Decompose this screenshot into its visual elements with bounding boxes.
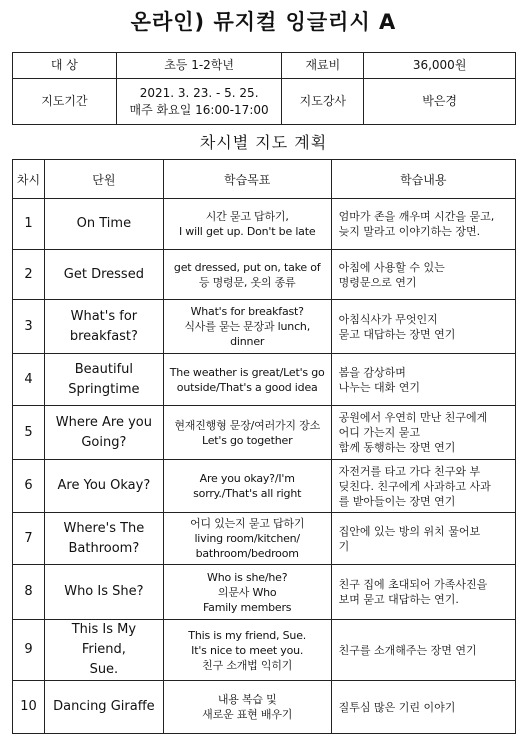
unit-name xyxy=(44,460,163,513)
learning-goal-line: Let's go together xyxy=(201,433,293,447)
learning-goal xyxy=(163,354,331,406)
learning-content xyxy=(331,250,515,300)
learning-content xyxy=(331,681,515,734)
learning-goal-line: Are you okay?/I'm xyxy=(199,472,295,485)
info-table xyxy=(12,52,516,125)
table-row xyxy=(13,406,516,460)
teacher-value: 박은경 xyxy=(364,79,516,125)
learning-goal xyxy=(163,681,331,734)
unit-name-line: Sue. xyxy=(89,662,119,677)
table-row xyxy=(13,199,516,250)
learning-goal xyxy=(163,250,331,300)
learning-goal xyxy=(163,406,331,460)
unit-name xyxy=(44,354,163,406)
learning-content-line: 아침식사가 무엇인지 xyxy=(338,312,438,326)
learning-content-line: 집안에 있는 방의 위치 물어보 xyxy=(338,524,481,538)
learning-content xyxy=(331,513,515,565)
fee-label: 재료비 xyxy=(282,53,364,79)
learning-content xyxy=(331,406,515,460)
learning-content-line: 명령문으로 연기 xyxy=(338,275,417,289)
session-number: 6 xyxy=(13,460,45,513)
learning-content xyxy=(331,620,515,681)
learning-goal-line: What's for breakfast? xyxy=(190,305,304,318)
header-goal: 학습목표 xyxy=(163,160,331,199)
unit-name-line: Springtime xyxy=(68,381,140,397)
learning-goal-line: 어디 있는지 묻고 답하기 xyxy=(190,517,305,530)
period-schedule: 매주 화요일 16:00-17:00 xyxy=(129,102,269,117)
learning-goal-line: living room/kitchen/ xyxy=(194,532,300,545)
learning-content-line: 함께 동행하는 장면 연기 xyxy=(338,441,456,454)
learning-goal-line: 새로운 표현 배우기 xyxy=(202,708,293,721)
session-number: 9 xyxy=(13,620,45,681)
unit-name-line: breakfast? xyxy=(69,328,138,344)
learning-content-line: 보며 묻고 대답하는 연기. xyxy=(338,593,459,606)
session-number: 7 xyxy=(13,513,45,565)
table-row xyxy=(13,565,516,620)
learning-content xyxy=(331,565,515,620)
learning-content-line: 딪친다. 친구에게 사과하고 사과 xyxy=(338,479,491,493)
unit-name xyxy=(44,513,163,565)
learning-goal-line: Family members xyxy=(203,600,292,614)
learning-content xyxy=(331,354,515,406)
section-title: 차시별 지도 계획 xyxy=(199,133,328,152)
learning-goal-line: The weather is great/Let's go xyxy=(169,365,325,379)
unit-name-line: Beautiful xyxy=(74,361,133,377)
unit-name xyxy=(44,565,163,620)
session-number: 1 xyxy=(13,199,45,250)
learning-content-line: 어디 가는지 묻고 xyxy=(338,426,420,439)
learning-goal xyxy=(163,300,331,354)
period-label: 지도기간 xyxy=(13,79,117,125)
learning-content-line: 공원에서 우연히 만난 친구에게 xyxy=(338,411,488,424)
teacher-label: 지도강사 xyxy=(282,79,364,125)
unit-name xyxy=(44,406,163,460)
learning-goal-line: 식사를 묻는 문장과 lunch, dinner xyxy=(184,320,310,348)
table-row xyxy=(13,250,516,300)
learning-goal-line: 의문사 Who xyxy=(217,585,277,599)
learning-content-line: 봄을 감상하며 xyxy=(338,365,406,379)
learning-goal-line: Who is she/he? xyxy=(207,570,288,584)
learning-goal-line: sorry./That's all right xyxy=(193,487,302,500)
session-number: 3 xyxy=(13,300,45,354)
learning-goal-line: bathroom/bedroom xyxy=(195,547,299,560)
table-row xyxy=(13,620,516,681)
learning-content-line: 친구를 소개해주는 장면 연기 xyxy=(338,643,477,657)
unit-name-line: Where Are you xyxy=(55,414,152,430)
table-row xyxy=(13,354,516,406)
document-title: 온라인) 뮤지컬 잉글리시 A xyxy=(130,10,397,34)
table-row xyxy=(13,460,516,513)
header-content: 학습내용 xyxy=(331,160,515,199)
learning-content-line: 질투심 많은 기린 이야기 xyxy=(338,700,456,714)
session-number: 2 xyxy=(13,250,45,300)
learning-goal-line: get dressed, put on, take of xyxy=(173,260,321,274)
header-session: 차시 xyxy=(13,160,45,199)
period-dates: 2021. 3. 23. - 5. 25. xyxy=(139,85,259,100)
learning-goal xyxy=(163,460,331,513)
fee-value: 36,000원 xyxy=(364,53,516,79)
unit-name-line: Going? xyxy=(81,434,127,450)
learning-goal-line: 내용 복습 및 xyxy=(217,693,277,706)
learning-content-line: 를 받아들이는 장면 연기 xyxy=(338,494,456,508)
unit-name-line: Who Is She? xyxy=(64,584,144,599)
learning-goal-line: 시간 묻고 답하기, xyxy=(205,210,289,223)
learning-goal-line: This is my friend, Sue. xyxy=(188,628,307,642)
learning-goal-line: 친구 소개법 익히기 xyxy=(202,658,293,672)
table-row xyxy=(13,513,516,565)
unit-name xyxy=(44,681,163,734)
unit-name-line: On Time xyxy=(76,216,132,231)
learning-content xyxy=(331,300,515,354)
unit-name-line: This Is My Friend, xyxy=(71,622,137,657)
learning-content xyxy=(331,460,515,513)
learning-content-line: 기 xyxy=(338,539,350,553)
target-value: 초등 1-2학년 xyxy=(116,53,282,79)
learning-content xyxy=(331,199,515,250)
period-value xyxy=(116,79,282,125)
session-number: 8 xyxy=(13,565,45,620)
lesson-plan-table xyxy=(12,159,516,734)
unit-name-line: Bathroom? xyxy=(68,540,140,556)
learning-goal xyxy=(163,565,331,620)
learning-content-line: 자전거를 타고 가다 친구와 부 xyxy=(338,464,481,478)
learning-content-line: 친구 집에 초대되어 가족사진을 xyxy=(338,578,488,591)
lesson-plan-body xyxy=(13,199,516,734)
learning-content-line: 엄마가 존을 깨우며 시간을 묻고, xyxy=(338,210,495,223)
unit-name-line: Dancing Giraffe xyxy=(53,699,155,714)
learning-goal-line: outside/That's a good idea xyxy=(176,380,318,394)
unit-name xyxy=(44,300,163,354)
table-row xyxy=(13,300,516,354)
learning-goal-line: It's nice to meet you. xyxy=(191,643,304,657)
unit-name-line: Where's The xyxy=(63,520,145,536)
header-unit: 단원 xyxy=(44,160,163,199)
learning-goal-line: 등 명령문, 옷의 종류 xyxy=(198,275,296,289)
session-number: 4 xyxy=(13,354,45,406)
learning-goal xyxy=(163,513,331,565)
unit-name xyxy=(44,250,163,300)
session-number: 10 xyxy=(13,681,45,734)
learning-goal xyxy=(163,199,331,250)
unit-name xyxy=(44,620,163,681)
table-row xyxy=(13,681,516,734)
unit-name-line: Are You Okay? xyxy=(57,478,151,493)
unit-name-line: Get Dressed xyxy=(63,266,144,282)
learning-content-line: 아침에 사용할 수 있는 xyxy=(338,260,445,274)
learning-goal-line: I will get up. Don't be late xyxy=(178,225,316,238)
unit-name xyxy=(44,199,163,250)
learning-content-line: 묻고 대답하는 장면 연기 xyxy=(338,327,456,341)
unit-name-line: What's for xyxy=(70,308,138,324)
learning-goal-line: 현재진행형 문장/여러가지 장소 xyxy=(174,418,320,432)
target-label: 대 상 xyxy=(13,53,117,79)
learning-content-line: 늦지 말라고 이야기하는 장면. xyxy=(338,225,481,238)
session-number: 5 xyxy=(13,406,45,460)
learning-goal xyxy=(163,620,331,681)
learning-content-line: 나누는 대화 연기 xyxy=(338,380,420,394)
